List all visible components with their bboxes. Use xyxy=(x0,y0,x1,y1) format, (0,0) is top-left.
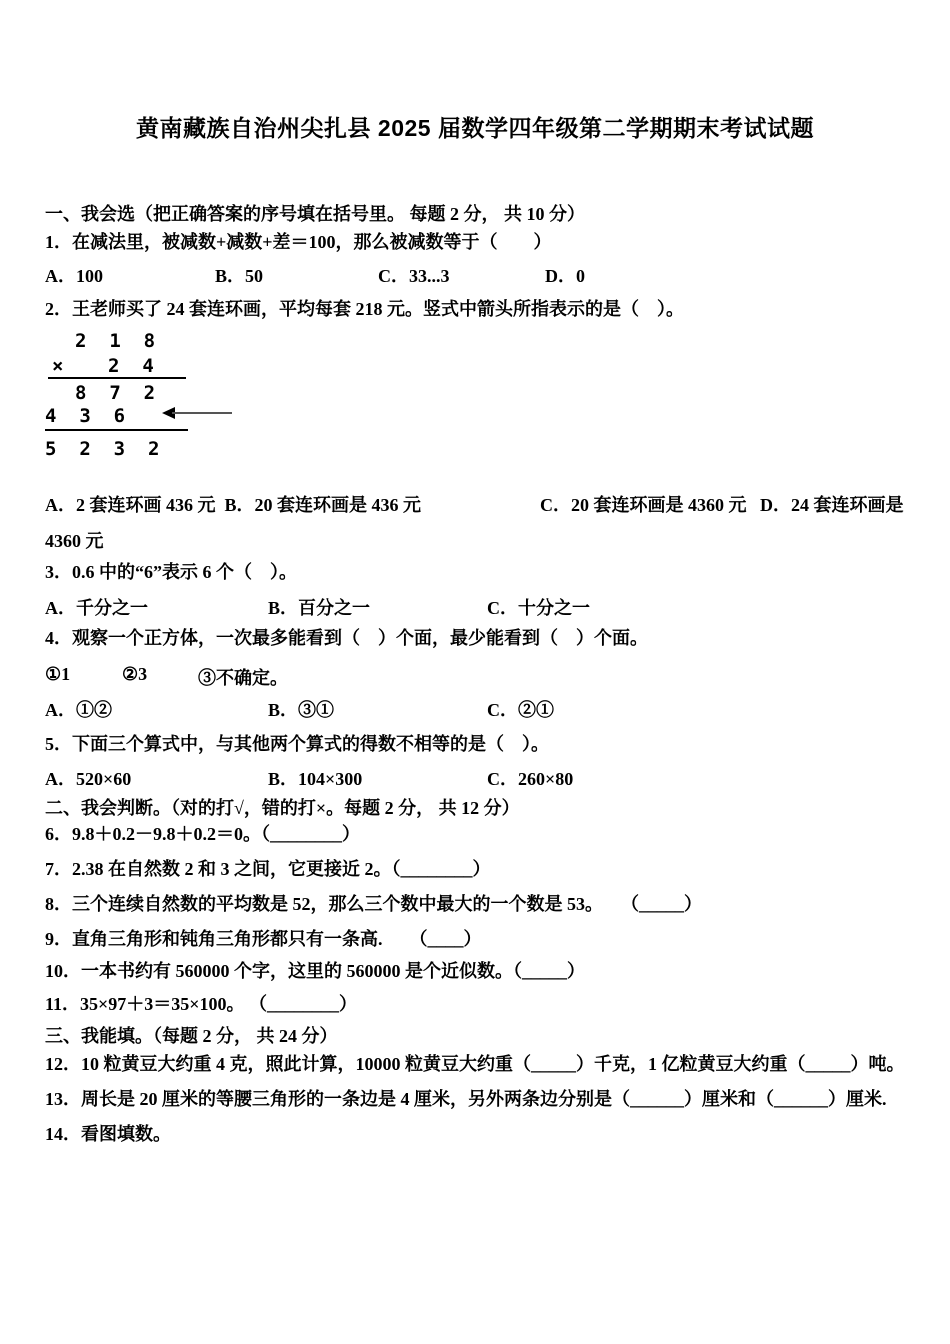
arrow-shaft xyxy=(172,412,232,414)
q12-text: 12．10 粒黄豆大约重 4 克，照此计算，10000 粒黄豆大约重（_____）千克，1 亿粒黄豆大约重（_____）吨。 xyxy=(45,1054,905,1074)
q4-text: 4．观察一个正方体，一次最多能看到（ ）个面，最少能看到（ ）个面。 xyxy=(45,628,648,648)
q7-text: 7．2.38 在自然数 2 和 3 之间，它更接近 2。（________） xyxy=(45,859,491,879)
q5-option-b: B．104×300 xyxy=(268,769,363,789)
q8-text: 8．三个连续自然数的平均数是 52，那么三个数中最大的一个数是 53。 （_____） xyxy=(45,894,702,914)
q2-options-ab: A．2 套连环画 436 元 B．20 套连环画是 436 元 xyxy=(45,495,422,515)
q13-text: 13．周长是 20 厘米的等腰三角形的一条边是 4 厘米，另外两条边分别是（______）厘米和（______）厘米. xyxy=(45,1089,887,1109)
section-fill-header: 三、我能填。（每题 2 分， 共 24 分） xyxy=(45,1026,338,1046)
q1-option-b: B．50 xyxy=(215,266,264,286)
q4-sub-option-2: ②3 xyxy=(122,664,148,684)
q3-option-a: A．千分之一 xyxy=(45,598,148,618)
q5-option-c: C．260×80 xyxy=(487,769,574,789)
q4-sub-option-1: ①1 xyxy=(45,664,71,684)
mult-partial-1: 8 7 2 xyxy=(75,382,156,404)
left-arrow-icon xyxy=(162,407,232,419)
q1-option-d: D．0 xyxy=(545,266,585,286)
mult-partial-2: 4 3 6 xyxy=(45,405,126,427)
q3-option-c: C．十分之一 xyxy=(487,598,590,618)
q1-text: 1．在减法里，被减数+减数+差＝100，那么被减数等于（ ） xyxy=(45,232,552,252)
mult-multiplicand: 2 1 8 xyxy=(75,330,156,352)
q5-option-a: A．520×60 xyxy=(45,769,132,789)
q4-options-row xyxy=(0,696,950,720)
mult-rule-1 xyxy=(48,377,186,379)
q1-option-c: C．33...3 xyxy=(378,266,450,286)
q1-option-a: A．100 xyxy=(45,266,103,286)
q2-options-wrap: 4360 元 xyxy=(45,531,104,551)
mult-sign: × xyxy=(52,355,64,377)
q1-options-row xyxy=(0,262,950,286)
q14-text: 14．看图填数。 xyxy=(45,1124,171,1144)
q4-sub-options-row xyxy=(0,664,950,688)
q5-options-row xyxy=(0,765,950,789)
q2-text: 2．王老师买了 24 套连环画，平均每套 218 元。竖式中箭头所指表示的是（ ）。 xyxy=(45,299,684,319)
q10-text: 10．一本书约有 560000 个字，这里的 560000 是个近似数。（_____） xyxy=(45,961,585,981)
q4-option-b: B．③① xyxy=(268,700,335,720)
q6-text: 6．9.8＋0.2－9.8＋0.2＝0。（________） xyxy=(45,824,360,844)
q2-options-row xyxy=(0,491,950,515)
q3-text: 3．0.6 中的“6”表示 6 个（ ）。 xyxy=(45,562,297,582)
q11-text: 11．35×97＋3＝35×100。 （________） xyxy=(45,994,358,1014)
q5-text: 5．下面三个算式中，与其他两个算式的得数不相等的是（ ）。 xyxy=(45,734,549,754)
q4-option-c: C．②① xyxy=(487,700,554,720)
q3-option-b: B．百分之一 xyxy=(268,598,371,618)
q2-options-cd: C．20 套连环画是 4360 元 D．24 套连环画是 xyxy=(540,495,904,515)
section-judge-header: 二、我会判断。（对的打√，错的打×。每题 2 分， 共 12 分） xyxy=(45,798,520,818)
q4-sub-option-3: ③不确定。 xyxy=(198,668,288,688)
mult-multiplier: 2 4 xyxy=(108,355,154,377)
q9-text: 9．直角三角形和钝角三角形都只有一条高. （____） xyxy=(45,929,482,949)
mult-product: 5 2 3 2 xyxy=(45,438,160,460)
mult-rule-2 xyxy=(45,429,188,431)
section-choice-header: 一、我会选（把正确答案的序号填在括号里。 每题 2 分， 共 10 分） xyxy=(45,204,585,224)
q3-options-row xyxy=(0,594,950,618)
q4-option-a: A．①② xyxy=(45,700,112,720)
page-title: 黄南藏族自治州尖扎县 2025 届数学四年级第二学期期末考试试题 xyxy=(136,115,814,141)
